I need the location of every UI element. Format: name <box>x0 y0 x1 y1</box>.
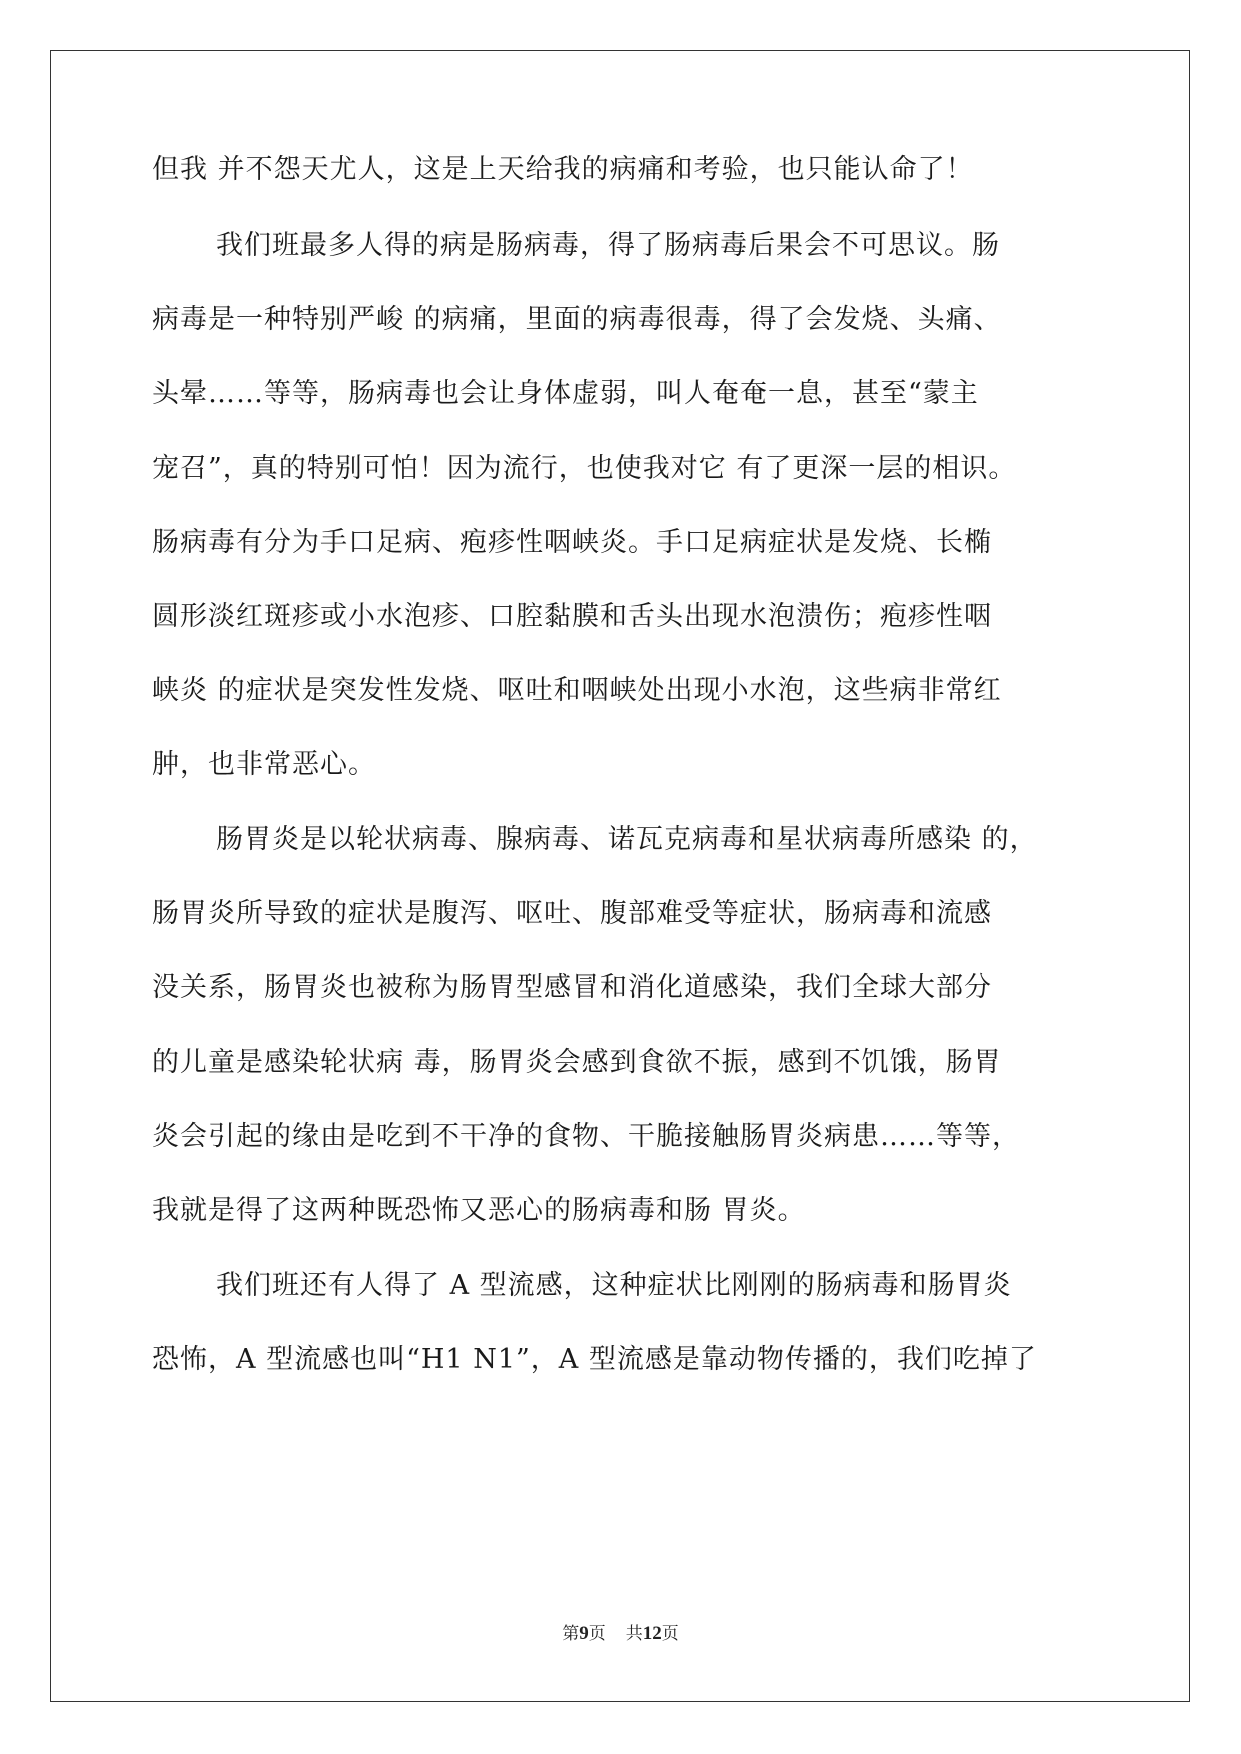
total-suffix: 页 <box>661 1624 679 1644</box>
page-prefix: 第 <box>562 1624 580 1644</box>
text-line: 肿，也非常恶心。 <box>152 749 376 780</box>
text-line: 头晕……等等，肠病毒也会让身体虚弱，叫人奄奄一息，甚至“蒙主 <box>152 378 979 409</box>
page-suffix: 页 <box>588 1624 606 1644</box>
text-line: 我就是得了这两种既恐怖又恶心的肠病毒和肠 胃炎。 <box>152 1195 806 1226</box>
paragraph-start-line: 我们班还有人得了 A 型流感，这种症状比刚刚的肠病毒和肠胃炎 <box>216 1270 1012 1301</box>
text-line: 病毒是一种特别严峻 的病痛，里面的病毒很毒，得了会发烧、头痛、 <box>152 304 1002 335</box>
total-prefix: 共 <box>625 1624 643 1644</box>
text-line: 宠召”，真的特别可怕！因为流行，也使我对它 有了更深一层的相识。 <box>152 453 1017 484</box>
text-line: 肠胃炎所导致的症状是腹泻、呕吐、腹部难受等症状，肠病毒和流感 <box>152 898 992 929</box>
text-line: 圆形淡红斑疹或小水泡疹、口腔黏膜和舌头出现水泡溃伤；疱疹性咽 <box>152 601 992 632</box>
text-line: 但我 并不怨天尤人，这是上天给我的病痛和考验，也只能认命了！ <box>152 154 974 185</box>
text-line: 炎会引起的缘由是吃到不干净的食物、干脆接触肠胃炎病患……等等， <box>152 1121 1020 1152</box>
text-line: 峡炎 的症状是突发性发烧、呕吐和咽峡处出现小水泡，这些病非常红 <box>152 675 1002 706</box>
page-current: 9 <box>579 1623 589 1644</box>
text-line: 肠病毒有分为手口足病、疱疹性咽峡炎。手口足病症状是发烧、长椭 <box>152 527 992 558</box>
page-border <box>50 50 1190 1702</box>
total-pages: 12 <box>642 1623 662 1644</box>
text-line: 的儿童是感染轮状病 毒，肠胃炎会感到食欲不振，感到不饥饿，肠胃 <box>152 1047 1002 1078</box>
paragraph-start-line: 我们班最多人得的病是肠病毒，得了肠病毒后果会不可思议。肠 <box>216 230 1000 261</box>
text-line: 没关系，肠胃炎也被称为肠胃型感冒和消化道感染，我们全球大部分 <box>152 972 992 1003</box>
paragraph-start-line: 肠胃炎是以轮状病毒、腺病毒、诺瓦克病毒和星状病毒所感染 的， <box>216 824 1038 855</box>
page-footer <box>0 1622 1241 1646</box>
text-line: 恐怖，A 型流感也叫“H1 N1”，A 型流感是靠动物传播的，我们吃掉了 <box>152 1344 1037 1375</box>
